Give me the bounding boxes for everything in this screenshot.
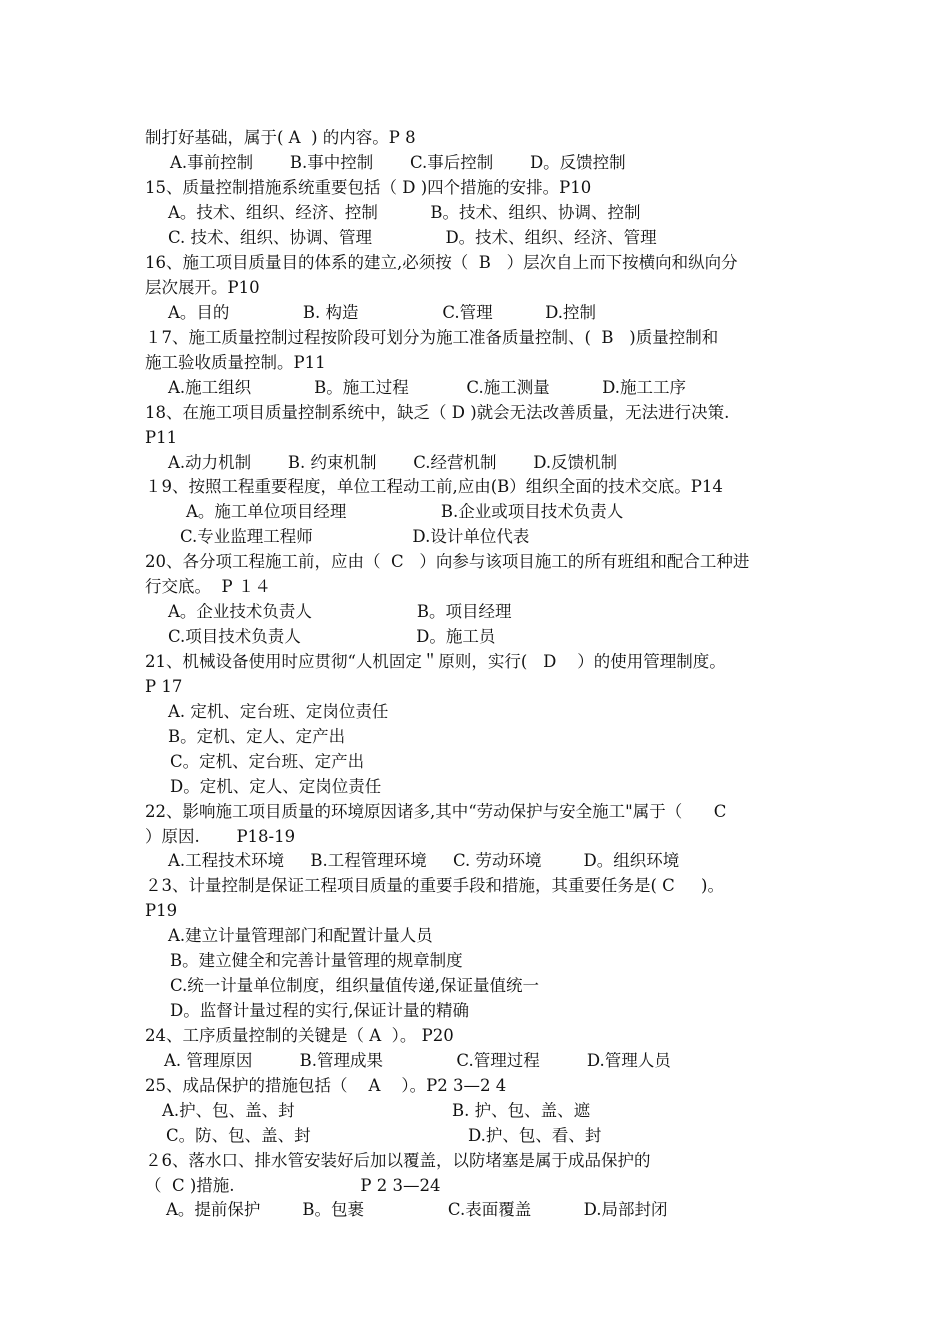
question-line: 24、工序质量控制的关键是（ A ）。 P20 [145,1026,454,1045]
question-line: 25、成品保护的措施包括（ A ）。P2 3—2 4 [145,1076,507,1095]
text-line: P19 [145,901,178,920]
option-line: B。建立健全和完善计量管理的规章制度 [170,951,463,970]
text-line: 制打好基础，属于( A ) 的内容。P 8 [145,128,416,147]
text-line: P 17 [145,677,183,696]
question-line: ２6、落水口、排水管安装好后加以覆盖，以防堵塞是属于成品保护的 [145,1151,651,1170]
option-line: A。企业技术负责人 B。项目经理 [168,602,512,621]
question-line: 21、机械设备使用时应贯彻“人机固定＂原则，实行( D ）的使用管理制度。 [145,652,726,671]
option-line: D。监督计量过程的实行,保证计量的精确 [170,1001,469,1020]
option-line: D。定机、定人、定岗位责任 [170,777,382,796]
text-line: P11 [145,428,178,447]
text-line: 层次展开。P10 [145,278,260,297]
question-line: 15、质量控制措施系统重要包括（ D )四个措施的安排。P10 [145,178,592,197]
option-line: C.项目技术负责人 D。施工员 [168,627,496,646]
option-line: B。定机、定人、定产出 [168,727,346,746]
option-line: A.工程技术环境 B.工程管理环境 C. 劳动环境 D。组织环境 [168,851,680,870]
option-line: C. 技术、组织、协调、管理 D。技术、组织、经济、管理 [168,228,657,247]
question-line: ２3、计量控制是保证工程项目质量的重要手段和措施，其重要任务是( C )。 [145,876,724,895]
option-line: C。定机、定台班、定产出 [170,752,365,771]
question-line: １9、按照工程重要程度，单位工程动工前,应由(B）组织全面的技术交底。P14 [145,477,723,496]
option-line: A. 定机、定台班、定岗位责任 [168,702,389,721]
text-line: ）原因. P18-19 [145,827,296,846]
question-line: 22、影响施工项目质量的环境原因诸多,其中“劳动保护与安全施工"属于（ C [145,802,727,821]
text-line: （ C )措施. P 2 3—24 [145,1176,441,1195]
option-line: A。技术、组织、经济、控制 B。技术、组织、协调、控制 [168,203,641,222]
option-line: A.建立计量管理部门和配置计量人员 [168,926,433,945]
option-line: A.动力机制 B. 约束机制 C.经营机制 D.反馈机制 [168,453,618,472]
option-line: C.统一计量单位制度，组织量值传递,保证量值统一 [170,976,540,995]
text-line: 施工验收质量控制。P11 [145,353,326,372]
option-line: A.事前控制 B.事中控制 C.事后控制 D。反馈控制 [170,153,626,172]
option-line: A.护、包、盖、封 B. 护、包、盖、遮 [162,1101,591,1120]
option-line: A.施工组织 B。施工过程 C.施工测量 D.施工工序 [168,378,687,397]
question-line: １7、施工质量控制过程按阶段可划分为施工准备质量控制、( B )质量控制和 [145,328,719,347]
option-line: C.专业监理工程师 D.设计单位代表 [180,527,530,546]
question-line: 18、在施工项目质量控制系统中，缺乏（ D )就会无法改善质量，无法进行决策. [145,403,730,422]
question-line: 20、各分项工程施工前，应由（ C ）向参与该项目施工的所有班组和配合工种进 [145,552,750,571]
option-line: A。施工单位项目经理 B.企业或项目技术负责人 [186,502,624,521]
question-line: 16、施工项目质量目的体系的建立,必须按（ B ）层次自上而下按横向和纵向分 [145,253,738,272]
option-line: A。目的 B. 构造 C.管理 D.控制 [168,303,596,322]
option-line: C。防、包、盖、封 D.护、包、看、封 [166,1126,602,1145]
option-line: A. 管理原因 B.管理成果 C.管理过程 D.管理人员 [164,1051,671,1070]
text-line: 行交底。 P １４ [145,577,271,596]
option-line: A。提前保护 B。包裹 C.表面覆盖 D.局部封闭 [166,1200,668,1219]
